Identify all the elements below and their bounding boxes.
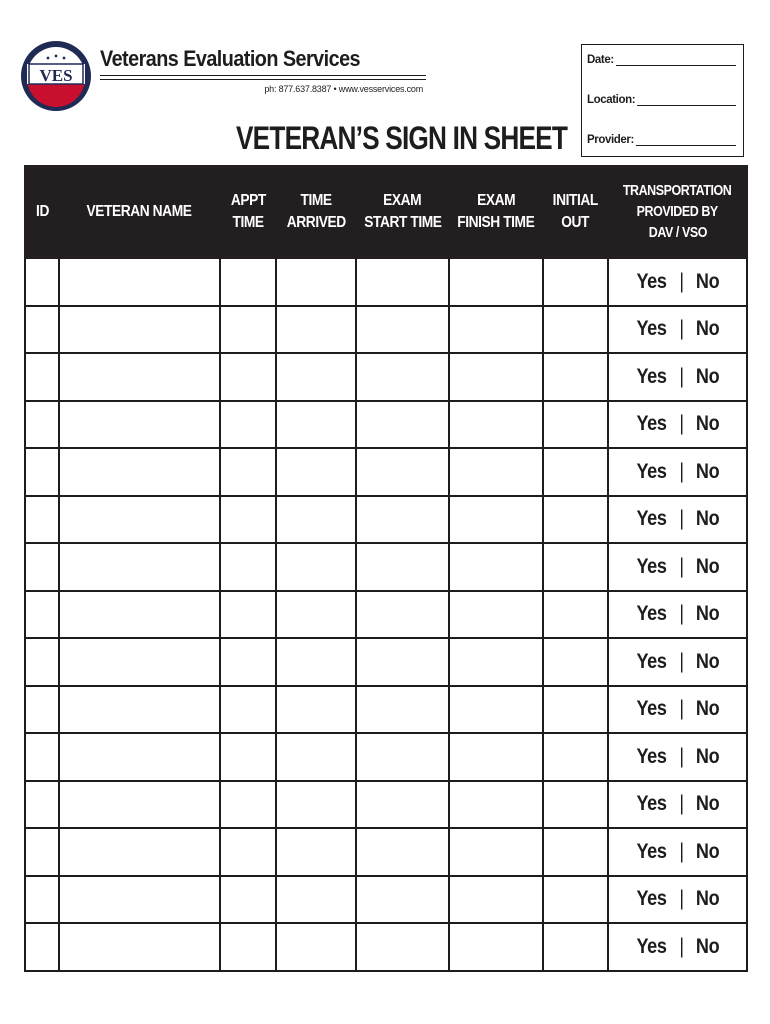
date-row [587, 53, 736, 66]
cell-id[interactable] [25, 306, 59, 354]
cell-id[interactable] [25, 686, 59, 734]
cell-veteran-name[interactable] [59, 353, 220, 401]
cell-initial-out[interactable] [543, 401, 608, 449]
cell-time-arrived[interactable] [276, 591, 356, 639]
cell-transportation [608, 306, 747, 354]
table-row [25, 353, 747, 401]
cell-exam-finish-time[interactable] [449, 923, 543, 971]
column-header-line: ARRIVED [286, 214, 346, 231]
cell-id[interactable] [25, 543, 59, 591]
transport-yes-option[interactable]: Yes [636, 459, 667, 483]
transport-yes-option[interactable]: Yes [636, 649, 667, 673]
cell-exam-finish-time[interactable] [449, 401, 543, 449]
cell-veteran-name[interactable] [59, 923, 220, 971]
cell-time-arrived[interactable] [276, 733, 356, 781]
cell-initial-out[interactable] [543, 448, 608, 496]
date-field[interactable] [616, 53, 736, 66]
cell-veteran-name[interactable] [59, 543, 220, 591]
company-rule [100, 75, 426, 80]
transport-separator: | [679, 697, 684, 721]
transport-yes-option[interactable]: Yes [636, 839, 667, 863]
table-row [25, 543, 747, 591]
cell-veteran-name[interactable] [59, 781, 220, 829]
cell-time-arrived[interactable] [276, 401, 356, 449]
cell-exam-start-time[interactable] [356, 448, 449, 496]
cell-exam-start-time[interactable] [356, 258, 449, 306]
cell-transportation [608, 828, 747, 876]
cell-id[interactable] [25, 258, 59, 306]
cell-transportation [608, 353, 747, 401]
column-header-id [25, 166, 59, 258]
transport-separator: | [679, 839, 684, 863]
transport-no-option[interactable]: No [695, 554, 720, 578]
transport-yes-option[interactable]: Yes [636, 412, 667, 436]
cell-exam-finish-time[interactable] [449, 258, 543, 306]
cell-exam-start-time[interactable] [356, 686, 449, 734]
cell-time-arrived[interactable] [276, 448, 356, 496]
cell-initial-out[interactable] [543, 496, 608, 544]
cell-id[interactable] [25, 591, 59, 639]
transport-yes-option[interactable]: Yes [636, 602, 667, 626]
column-header-line: ID [35, 203, 49, 220]
cell-transportation [608, 781, 747, 829]
column-header-line: EXAM [383, 192, 422, 209]
transport-separator: | [679, 792, 684, 816]
cell-initial-out[interactable] [543, 686, 608, 734]
transport-yes-option[interactable]: Yes [636, 934, 667, 958]
cell-exam-start-time[interactable] [356, 876, 449, 924]
cell-exam-start-time[interactable] [356, 923, 449, 971]
sign-in-table [24, 165, 748, 972]
cell-appt-time[interactable] [220, 591, 276, 639]
cell-transportation [608, 733, 747, 781]
cell-transportation [608, 591, 747, 639]
sheet-title: VETERAN’S SIGN IN SHEET [236, 120, 568, 156]
transport-yes-option[interactable]: Yes [636, 317, 667, 341]
cell-veteran-name[interactable] [59, 733, 220, 781]
cell-id[interactable] [25, 828, 59, 876]
column-header-line: TIME [300, 192, 332, 209]
cell-veteran-name[interactable] [59, 638, 220, 686]
transport-yes-option[interactable]: Yes [636, 507, 667, 531]
cell-exam-start-time[interactable] [356, 543, 449, 591]
cell-appt-time[interactable] [220, 923, 276, 971]
cell-time-arrived[interactable] [276, 353, 356, 401]
column-header-line: TIME [232, 214, 264, 231]
cell-transportation [608, 258, 747, 306]
cell-appt-time[interactable] [220, 353, 276, 401]
cell-exam-start-time[interactable] [356, 353, 449, 401]
cell-initial-out[interactable] [543, 258, 608, 306]
cell-exam-start-time[interactable] [356, 781, 449, 829]
cell-transportation [608, 638, 747, 686]
table-row [25, 638, 747, 686]
location-label: Location: [587, 94, 636, 106]
column-header-line: DAV / VSO [648, 224, 707, 241]
header-row [25, 166, 747, 258]
cell-appt-time[interactable] [220, 781, 276, 829]
table-row [25, 401, 747, 449]
table-row [25, 496, 747, 544]
cell-veteran-name[interactable] [59, 401, 220, 449]
column-header-line: START TIME [363, 214, 442, 231]
cell-exam-start-time[interactable] [356, 496, 449, 544]
cell-initial-out[interactable] [543, 543, 608, 591]
transport-no-option[interactable]: No [695, 744, 720, 768]
cell-appt-time[interactable] [220, 686, 276, 734]
cell-veteran-name[interactable] [59, 686, 220, 734]
transport-separator: | [679, 459, 684, 483]
cell-time-arrived[interactable] [276, 638, 356, 686]
transport-no-option[interactable]: No [695, 697, 720, 721]
transport-separator: | [679, 554, 684, 578]
transport-separator: | [679, 412, 684, 436]
column-header-exam-finish-time [449, 166, 543, 258]
table-body [25, 258, 747, 971]
cell-exam-finish-time[interactable] [449, 306, 543, 354]
column-header-time-arrived [276, 166, 356, 258]
cell-transportation [608, 401, 747, 449]
cell-appt-time[interactable] [220, 876, 276, 924]
transport-no-option[interactable]: No [695, 317, 720, 341]
cell-exam-finish-time[interactable] [449, 638, 543, 686]
cell-appt-time[interactable] [220, 401, 276, 449]
transport-separator: | [679, 317, 684, 341]
cell-transportation [608, 543, 747, 591]
cell-time-arrived[interactable] [276, 258, 356, 306]
table-row [25, 828, 747, 876]
transport-no-option[interactable]: No [695, 792, 720, 816]
transport-yes-option[interactable]: Yes [636, 554, 667, 578]
transport-yes-option[interactable]: Yes [636, 697, 667, 721]
cell-veteran-name[interactable] [59, 448, 220, 496]
cell-time-arrived[interactable] [276, 543, 356, 591]
column-header-veteran-name [59, 166, 220, 258]
cell-exam-finish-time[interactable] [449, 876, 543, 924]
info-box [581, 44, 744, 157]
cell-id[interactable] [25, 781, 59, 829]
cell-appt-time[interactable] [220, 306, 276, 354]
provider-field[interactable] [636, 133, 736, 146]
cell-exam-finish-time[interactable] [449, 448, 543, 496]
column-header-line: VETERAN NAME [87, 203, 192, 220]
table-row [25, 923, 747, 971]
transport-separator: | [679, 744, 684, 768]
transport-no-option[interactable]: No [695, 507, 720, 531]
table-row [25, 258, 747, 306]
cell-veteran-name[interactable] [59, 876, 220, 924]
cell-appt-time[interactable] [220, 828, 276, 876]
column-header-line: OUT [561, 214, 590, 231]
table-row [25, 733, 747, 781]
cell-id[interactable] [25, 638, 59, 686]
cell-appt-time[interactable] [220, 258, 276, 306]
transport-no-option[interactable]: No [695, 839, 720, 863]
cell-time-arrived[interactable] [276, 781, 356, 829]
table-row [25, 781, 747, 829]
cell-exam-finish-time[interactable] [449, 686, 543, 734]
column-header-line: INITIAL [552, 192, 599, 209]
column-header-line: APPT [230, 192, 266, 209]
transport-yes-option[interactable]: Yes [636, 364, 667, 388]
transport-yes-option[interactable]: Yes [636, 792, 667, 816]
provider-label: Provider: [587, 134, 634, 146]
transport-no-option[interactable]: No [695, 459, 720, 483]
cell-veteran-name[interactable] [59, 306, 220, 354]
cell-veteran-name[interactable] [59, 258, 220, 306]
transport-separator: | [679, 364, 684, 388]
cell-transportation [608, 686, 747, 734]
column-header-transportation [608, 166, 747, 258]
cell-id[interactable] [25, 733, 59, 781]
cell-initial-out[interactable] [543, 923, 608, 971]
column-header-line: FINISH TIME [457, 214, 535, 231]
cell-exam-finish-time[interactable] [449, 591, 543, 639]
cell-veteran-name[interactable] [59, 496, 220, 544]
location-row [587, 93, 736, 106]
cell-exam-finish-time[interactable] [449, 781, 543, 829]
cell-veteran-name[interactable] [59, 828, 220, 876]
cell-id[interactable] [25, 876, 59, 924]
cell-exam-start-time[interactable] [356, 306, 449, 354]
cell-time-arrived[interactable] [276, 306, 356, 354]
cell-time-arrived[interactable] [276, 828, 356, 876]
ves-logo [20, 20, 92, 132]
cell-id[interactable] [25, 496, 59, 544]
cell-exam-start-time[interactable] [356, 401, 449, 449]
transport-no-option[interactable]: No [695, 412, 720, 436]
transport-separator: | [679, 602, 684, 626]
cell-appt-time[interactable] [220, 448, 276, 496]
logo-letters: VES [39, 66, 73, 85]
cell-exam-start-time[interactable] [356, 638, 449, 686]
table-row [25, 686, 747, 734]
ves-seal-icon [20, 20, 92, 132]
transport-separator: | [679, 934, 684, 958]
cell-initial-out[interactable] [543, 591, 608, 639]
transport-yes-option[interactable]: Yes [636, 269, 667, 293]
table-row [25, 591, 747, 639]
table-row [25, 876, 747, 924]
cell-id[interactable] [25, 448, 59, 496]
column-header-line: EXAM [476, 192, 516, 209]
cell-time-arrived[interactable] [276, 923, 356, 971]
cell-id[interactable] [25, 923, 59, 971]
cell-time-arrived[interactable] [276, 686, 356, 734]
transport-separator: | [679, 269, 684, 293]
company-header [100, 46, 426, 80]
transport-yes-option[interactable]: Yes [636, 887, 667, 911]
cell-appt-time[interactable] [220, 638, 276, 686]
cell-initial-out[interactable] [543, 638, 608, 686]
cell-id[interactable] [25, 353, 59, 401]
transport-no-option[interactable]: No [695, 887, 720, 911]
transport-separator: | [679, 507, 684, 531]
cell-id[interactable] [25, 401, 59, 449]
cell-transportation [608, 448, 747, 496]
column-header-initial-out [543, 166, 608, 258]
location-field[interactable] [637, 93, 736, 106]
cell-appt-time[interactable] [220, 496, 276, 544]
cell-initial-out[interactable] [543, 306, 608, 354]
cell-initial-out[interactable] [543, 353, 608, 401]
transport-no-option[interactable]: No [695, 934, 720, 958]
cell-transportation [608, 876, 747, 924]
cell-exam-finish-time[interactable] [449, 543, 543, 591]
cell-veteran-name[interactable] [59, 591, 220, 639]
date-label: Date: [587, 54, 614, 66]
column-header-line: TRANSPORTATION [623, 182, 732, 199]
cell-exam-finish-time[interactable] [449, 353, 543, 401]
cell-initial-out[interactable] [543, 876, 608, 924]
transport-separator: | [679, 649, 684, 673]
table-row [25, 448, 747, 496]
transport-no-option[interactable]: No [695, 364, 720, 388]
cell-exam-start-time[interactable] [356, 828, 449, 876]
cell-time-arrived[interactable] [276, 496, 356, 544]
transport-separator: | [679, 887, 684, 911]
column-header-exam-start-time [356, 166, 449, 258]
cell-exam-start-time[interactable] [356, 591, 449, 639]
provider-row [587, 133, 736, 146]
transport-no-option[interactable]: No [695, 269, 720, 293]
transport-yes-option[interactable]: Yes [636, 744, 667, 768]
cell-exam-finish-time[interactable] [449, 733, 543, 781]
company-name: Veterans Evaluation Services [100, 46, 361, 71]
cell-appt-time[interactable] [220, 543, 276, 591]
cell-initial-out[interactable] [543, 733, 608, 781]
cell-initial-out[interactable] [543, 828, 608, 876]
company-contact: ph: 877.637.8387 • www.vesservices.com [264, 84, 423, 94]
cell-time-arrived[interactable] [276, 876, 356, 924]
cell-transportation [608, 923, 747, 971]
cell-transportation [608, 496, 747, 544]
column-header-appt-time [220, 166, 276, 258]
column-header-line: PROVIDED BY [636, 203, 719, 220]
cell-appt-time[interactable] [220, 733, 276, 781]
cell-initial-out[interactable] [543, 781, 608, 829]
cell-exam-start-time[interactable] [356, 733, 449, 781]
table-row [25, 306, 747, 354]
cell-exam-finish-time[interactable] [449, 496, 543, 544]
cell-exam-finish-time[interactable] [449, 828, 543, 876]
transport-no-option[interactable]: No [695, 602, 720, 626]
transport-no-option[interactable]: No [695, 649, 720, 673]
